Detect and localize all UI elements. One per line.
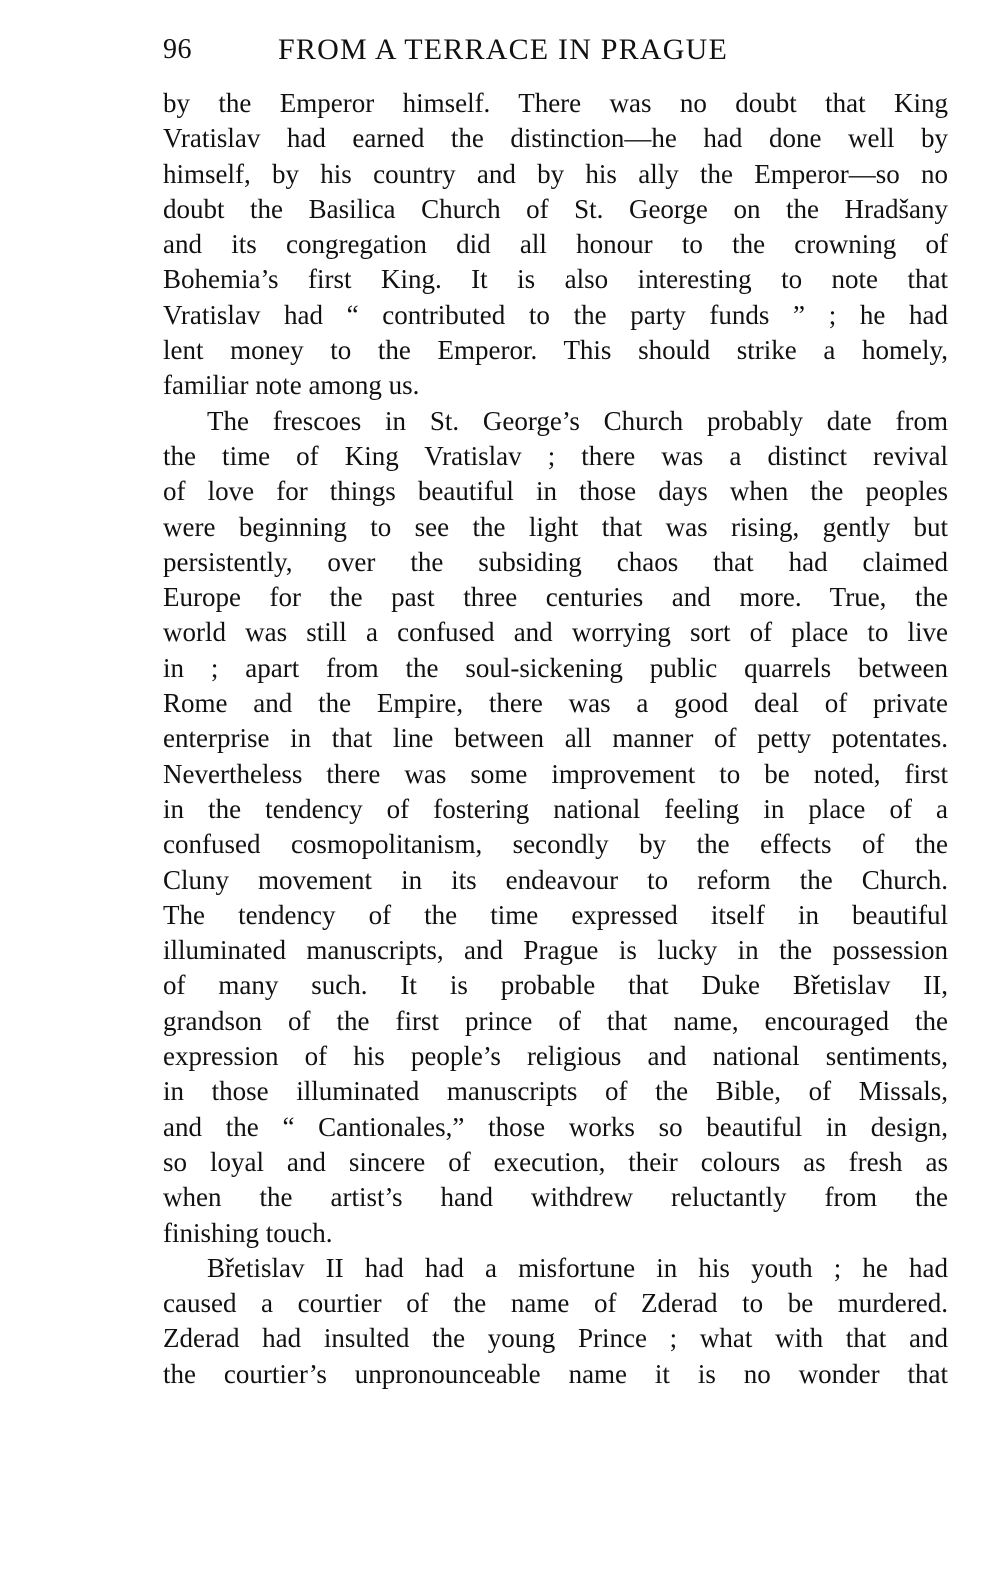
text-line: world was still a confused and worrying sort of place to live <box>163 617 948 648</box>
text-line: Břetislav II had had a misfortune in his youth ; he had <box>207 1252 948 1283</box>
paragraph-2 <box>163 404 948 1251</box>
body-text <box>163 86 948 1392</box>
text-line: Bohemia’s first King. It is also interesting to note that <box>163 264 948 295</box>
text-line: of many such. It is probable that Duke Břetislav II, <box>163 970 948 1001</box>
text-line: grandson of the first prince of that name, encouraged the <box>163 1005 948 1036</box>
text-line: familiar note among us. <box>163 370 420 401</box>
text-line: expression of his people’s religious and national sentiments, <box>163 1041 948 1072</box>
text-line: finishing touch. <box>163 1217 333 1248</box>
text-line: Vratislav had “ contributed to the party funds ” ; he had <box>163 299 948 330</box>
text-line: and its congregation did all honour to the crowning of <box>163 229 948 260</box>
text-line: lent money to the Emperor. This should strike a homely, <box>163 335 948 366</box>
text-line: enterprise in that line between all manner of petty potentates. <box>163 723 948 754</box>
text-line: in ; apart from the soul-sickening public quarrels between <box>163 652 948 683</box>
text-line: of love for things beautiful in those days when the peoples <box>163 476 948 507</box>
text-line: and the “ Cantionales,” those works so beautiful in design, <box>163 1111 948 1142</box>
text-line: Rome and the Empire, there was a good deal of private <box>163 688 948 719</box>
text-line: so loyal and sincere of execution, their colours as fresh as <box>163 1146 948 1177</box>
text-line: doubt the Basilica Church of St. George on the Hradšany <box>163 193 948 224</box>
text-line: Europe for the past three centuries and more. True, the <box>163 582 948 613</box>
text-line: Cluny movement in its endeavour to reform the Church. <box>163 864 948 895</box>
text-line: the courtier’s unpronounceable name it is no wonder that <box>163 1358 948 1389</box>
text-line: The frescoes in St. George’s Church probably date from <box>207 405 948 436</box>
text-line: The tendency of the time expressed itself in beautiful <box>163 899 948 930</box>
text-line: in those illuminated manuscripts of the Bible, of Missals, <box>163 1076 948 1107</box>
text-line: Nevertheless there was some improvement to be noted, first <box>163 758 948 789</box>
text-line: the time of King Vratislav ; there was a distinct revival <box>163 440 948 471</box>
text-line: were beginning to see the light that was rising, gently but <box>163 511 948 542</box>
paragraph-3 <box>163 1251 948 1392</box>
text-line: illuminated manuscripts, and Prague is lucky in the possession <box>163 935 948 966</box>
running-title: FROM A TERRACE IN PRAGUE <box>278 33 728 66</box>
text-line: confused cosmopolitanism, secondly by the effects of the <box>163 829 948 860</box>
text-line: in the tendency of fostering national feeling in place of a <box>163 793 948 824</box>
text-line: Vratislav had earned the distinction—he had done well by <box>163 123 948 154</box>
page-number: 96 <box>163 34 192 65</box>
text-line: when the artist’s hand withdrew reluctantly from the <box>163 1182 948 1213</box>
text-line: caused a courtier of the name of Zderad to be murdered. <box>163 1288 948 1319</box>
text-line: persistently, over the subsiding chaos that had claimed <box>163 546 948 577</box>
text-line: himself, by his country and by his ally the Emperor—so no <box>163 158 948 189</box>
paragraph-1 <box>163 86 948 404</box>
text-line: Zderad had insulted the young Prince ; what with that and <box>163 1323 948 1354</box>
text-line: by the Emperor himself. There was no doubt that King <box>163 88 948 118</box>
running-head <box>163 28 948 72</box>
